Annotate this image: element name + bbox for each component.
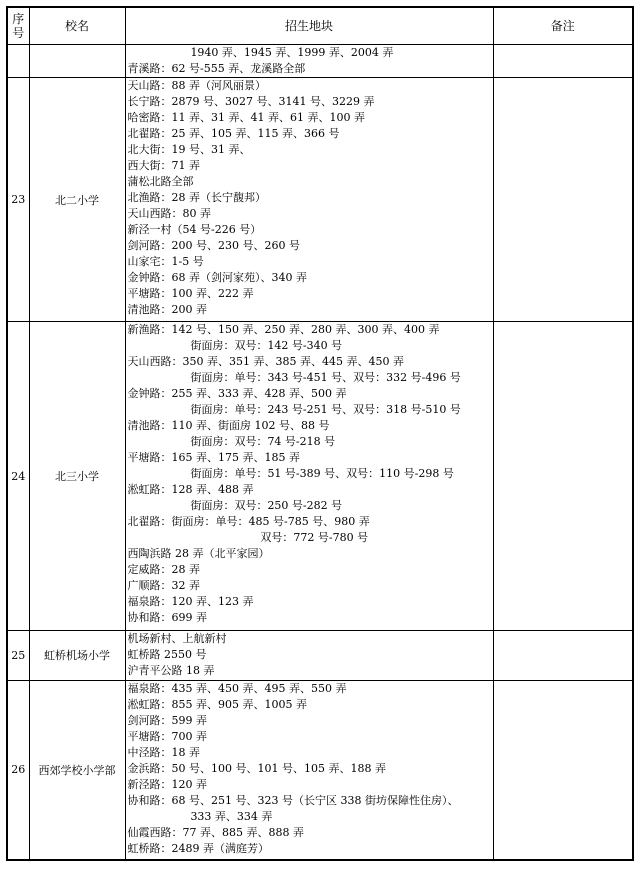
enrollment-area	[125, 680, 493, 860]
enrollment-area	[125, 631, 493, 681]
area-line: 新渔路：142 号、150 弄、250 弄、280 弄、300 弄、400 弄	[127, 323, 440, 337]
table-row	[7, 45, 633, 78]
table-row	[7, 322, 633, 631]
area-line: 街面房：双号：142 号-340 号	[127, 339, 343, 353]
area-line: 平塘路：700 弄	[127, 729, 207, 743]
area-line: 淞虹路：128 弄、488 弄	[127, 483, 254, 497]
area-line: 北翟路：25 弄、105 弄、115 弄、366 号	[127, 127, 340, 141]
area-line: 新泾一村（54 号-226 号）	[127, 223, 262, 237]
area-line: 平塘路：165 弄、175 弄、185 弄	[127, 451, 300, 465]
table-row	[7, 78, 633, 322]
area-line: 街面房：单号：343 号-451 号、双号：332 号-496 号	[127, 371, 461, 385]
area-line: 天山西路：350 弄、351 弄、385 弄、445 弄、450 弄	[127, 355, 404, 369]
header-num: 序 号	[7, 7, 29, 45]
area-line: 机场新村、上航新村	[127, 632, 227, 646]
enrollment-table	[6, 6, 634, 861]
area-line: 金钟路：68 弄（剑河家苑）、340 弄	[127, 271, 307, 285]
school-name: 虹桥机场小学	[29, 631, 125, 681]
enrollment-area	[125, 78, 493, 322]
note-cell	[493, 631, 633, 681]
area-line: 西陶浜路 28 弄（北平家园）	[127, 547, 270, 561]
school-number: 25	[7, 631, 29, 681]
area-line: 山家宅：1-5 号	[127, 255, 204, 269]
area-line: 沪青平公路 18 弄	[127, 664, 215, 678]
school-number: 26	[7, 680, 29, 860]
table-header-row	[7, 7, 633, 45]
area-line: 天山路：88 弄（河风丽景）	[127, 79, 266, 93]
area-line: 平塘路：100 弄、222 弄	[127, 287, 254, 301]
school-number: 24	[7, 322, 29, 631]
area-line: 协和路：68 号、251 号、323 号（长宁区 338 街坊保障性住房）、	[127, 793, 459, 807]
header-area: 招生地块	[125, 7, 493, 45]
area-line: 长宁路：2879 号、3027 号、3141 号、3229 弄	[127, 95, 375, 109]
area-line: 街面房：双号：250 号-282 号	[127, 499, 343, 513]
area-line: 街面房：单号：51 号-389 号、双号：110 号-298 号	[127, 467, 454, 481]
area-line: 街面房：单号：243 号-251 号、双号：318 号-510 号	[127, 403, 461, 417]
school-number: 23	[7, 78, 29, 322]
area-line: 北翟路：街面房：单号：485 号-785 号、980 弄	[127, 515, 370, 529]
area-line: 清池路：200 弄	[127, 303, 207, 317]
area-line: 中泾路：18 弄	[127, 745, 200, 759]
area-line: 剑河路：599 弄	[127, 713, 207, 727]
note-cell	[493, 45, 633, 78]
school-name: 西郊学校小学部	[29, 680, 125, 860]
note-cell	[493, 78, 633, 322]
area-line: 哈密路：11 弄、31 弄、41 弄、61 弄、100 弄	[127, 111, 365, 125]
area-line: 清池路：110 弄、街面房 102 号、88 号	[127, 419, 330, 433]
area-line: 333 弄、334 弄	[127, 809, 273, 823]
area-line: 金浜路：50 号、100 号、101 号、105 弄、188 弄	[127, 761, 386, 775]
school-name: 北二小学	[29, 78, 125, 322]
enrollment-area	[125, 45, 493, 78]
area-line: 西大街：71 弄	[127, 159, 200, 173]
area-line: 广顺路：32 弄	[127, 579, 200, 593]
area-line: 双号：772 号-780 号	[127, 531, 369, 545]
area-line: 天山西路：80 弄	[127, 207, 211, 221]
header-name: 校名	[29, 7, 125, 45]
school-name	[29, 45, 125, 78]
school-number	[7, 45, 29, 78]
area-line: 1940 弄、1945 弄、1999 弄、2004 弄	[127, 46, 394, 59]
note-cell	[493, 322, 633, 631]
area-line: 剑河路：200 号、230 号、260 号	[127, 239, 300, 253]
area-line: 虹桥路：2489 弄（满庭芳）	[127, 841, 269, 855]
area-line: 虹桥路 2550 号	[127, 648, 207, 662]
area-line: 定威路：28 弄	[127, 563, 200, 577]
area-line: 北大街：19 号、31 弄、	[127, 143, 251, 157]
area-line: 北渔路：28 弄（长宁馥邦）	[127, 191, 266, 205]
area-line: 福泉路：435 弄、450 弄、495 弄、550 弄	[127, 681, 347, 695]
area-line: 新泾路：120 弄	[127, 777, 207, 791]
area-line: 仙霞西路：77 弄、885 弄、888 弄	[127, 825, 304, 839]
area-line: 福泉路：120 弄、123 弄	[127, 595, 254, 609]
school-name: 北三小学	[29, 322, 125, 631]
table-row	[7, 631, 633, 681]
enrollment-area	[125, 322, 493, 631]
area-line: 淞虹路：855 弄、905 弄、1005 弄	[127, 697, 307, 711]
note-cell	[493, 680, 633, 860]
area-line: 街面房：双号：74 号-218 号	[127, 435, 336, 449]
area-line: 金钟路：255 弄、333 弄、428 弄、500 弄	[127, 387, 347, 401]
header-note: 备注	[493, 7, 633, 45]
table-row	[7, 680, 633, 860]
area-line: 协和路：699 弄	[127, 611, 207, 625]
area-line: 蒲松北路全部	[127, 175, 194, 189]
area-line: 青溪路：62 号-555 弄、龙溪路全部	[127, 62, 306, 75]
